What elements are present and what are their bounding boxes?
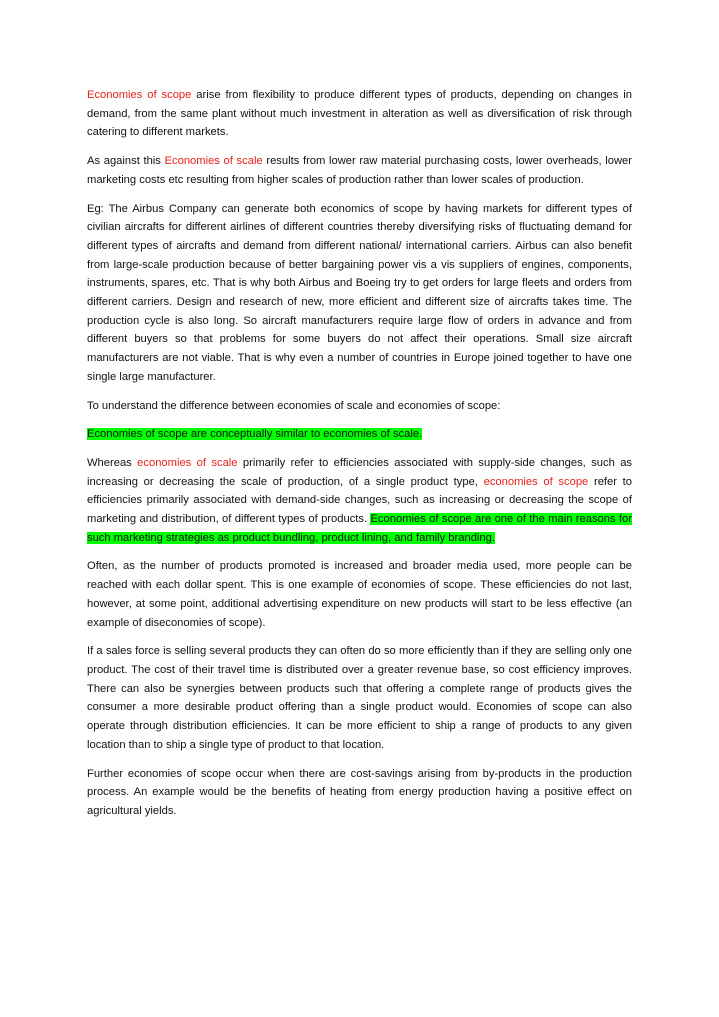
paragraph-airbus-example: Eg: The Airbus Company can generate both economics of scope by having markets for different types of civilian aircrafts for different airlines of different countries thereby diversifying risks of fluctuating demand for different types of aircrafts and demand from different national/ international carriers. Airbus can also benefit from large-scale production because of better bargaining power vis a vis suppliers of engines, components, instruments, spares, etc. That is why both Airbus and Boeing try to get orders for large fleets and orders from different carriers. Design and research of new, more efficient and different size of aircrafts takes time. The production cycle is also long. So aircraft manufacturers require large flow of orders in advance and from different buyers so that problems for some buyers do not affect their operations. Small size aircraft manufacturers are not viable. That is why even a number of countries in Europe joined together to have one single large manufacturer.	[87, 202, 632, 383]
highlighted-text: Economies of scope are conceptually similar to economies of scale.	[87, 428, 423, 441]
term-economies-of-scope: economies of scope	[483, 475, 589, 488]
paragraph-sales-force-example: If a sales force is selling several products they can often do so more efficiently than if they are selling only one product. The cost of their travel time is distributed over a greater revenue base, so cost efficiency improves. There can also be synergies between products such that offering a complete range of products gives the consumer a more desirable product offering than a single product would. Economies of scope can also operate through distribution efficiencies. It can be more efficient to ship a range of products to any given location than to ship a single type of product to that location.	[87, 645, 632, 751]
highlighted-text: Economies of scope are one of the main reasons for such marketing strategies as product bundling, product lining, and family branding.	[87, 513, 632, 544]
paragraph-text: Whereas	[87, 456, 138, 469]
paragraph-text: results from lower raw material purchasing costs, lower overheads, lower marketing costs etc resulting from higher scales of production rather than lower scales of production.	[87, 155, 632, 186]
paragraph-by-products: Further economies of scope occur when there are cost-savings arising from by-products in the production process. An example would be the benefits of heating from energy production having a positive effect on agricultural yields.	[87, 767, 632, 817]
paragraph-advertising-example: Often, as the number of products promoted is increased and broader media used, more people can be reached with each dollar spent. This is one example of economies of scope. These efficiencies do not last, however, at some point, additional advertising expenditure on new products will start to be less effective (an example of diseconomies of scope).	[87, 560, 632, 629]
term-economies-of-scope: Economies of scope	[87, 89, 192, 101]
paragraph-conceptual-similarity	[87, 425, 632, 444]
paragraph-supply-vs-demand	[87, 454, 632, 548]
paragraph-text: refer to efficiencies primarily associated with demand-side changes, such as increasing or decreasing the scope of marketing and distribution, of different types of products.	[87, 475, 632, 526]
term-economies-of-scale: economies of scale	[137, 456, 238, 469]
paragraph-economies-of-scale-contrast	[87, 152, 632, 189]
term-economies-of-scale: Economies of scale	[164, 155, 263, 168]
paragraph-economies-of-scope-definition	[87, 86, 632, 142]
paragraph-text: As against this	[87, 155, 165, 168]
document-page	[87, 86, 632, 831]
paragraph-text: arise from flexibility to produce different types of products, depending on changes in demand, from the same plant without much investment in alteration as well as diversification of risk through catering to different markets.	[87, 89, 632, 139]
paragraph-text: primarily refer to efficiencies associated with supply-side changes, such as increasing or decreasing the scale of production, of a single product type,	[87, 456, 633, 488]
paragraph-difference-intro: To understand the difference between economies of scale and economies of scope:	[87, 399, 501, 412]
